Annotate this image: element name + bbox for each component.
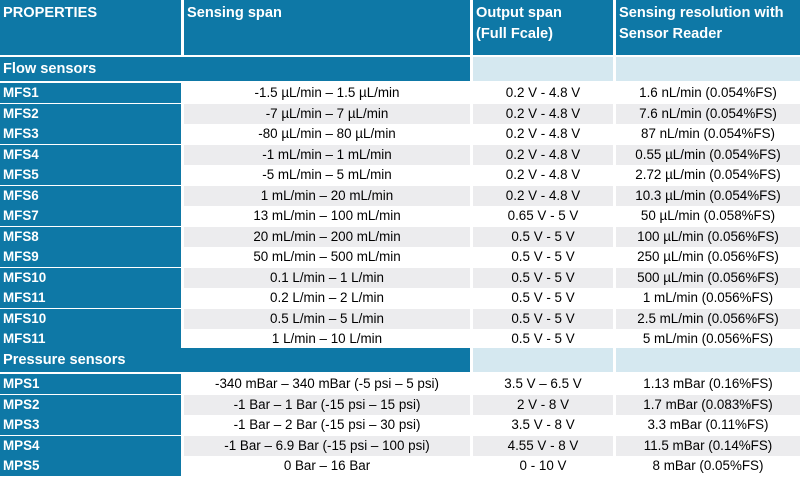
- table-row: [0, 268, 800, 288]
- sensing-span: 0 Bar – 16 Bar: [184, 456, 470, 476]
- table-row: [0, 288, 800, 308]
- table-row: [0, 206, 800, 226]
- sensing-span: 0.5 L/min – 5 L/min: [184, 309, 470, 329]
- table-header-row: [0, 0, 800, 55]
- sensing-span: 0.2 L/min – 2 L/min: [184, 288, 470, 308]
- sensing-resolution: 250 µL/min (0.056%FS): [616, 247, 800, 267]
- section-row-pressure: [0, 348, 800, 372]
- sensing-resolution: 3.3 mBar (0.11%FS): [616, 415, 800, 435]
- table-row: [0, 415, 800, 435]
- header-properties: PROPERTIES: [0, 0, 181, 55]
- sensing-resolution: 8 mBar (0.05%FS): [616, 456, 800, 476]
- sensing-span: 20 mL/min – 200 mL/min: [184, 227, 470, 247]
- sensing-span: -5 mL/min – 5 mL/min: [184, 165, 470, 185]
- output-span: 0.2 V - 4.8 V: [473, 145, 613, 165]
- output-span: 0.5 V - 5 V: [473, 309, 613, 329]
- output-span: 0.2 V - 4.8 V: [473, 165, 613, 185]
- sensor-name: MPS1: [0, 374, 181, 394]
- sensing-resolution: 1.13 mBar (0.16%FS): [616, 374, 800, 394]
- section-title-flow: Flow sensors: [0, 57, 470, 81]
- sensor-name: MFS1: [0, 83, 181, 103]
- sensing-resolution: 5 mL/min (0.056%FS): [616, 329, 800, 349]
- sensing-resolution: 11.5 mBar (0.14%FS): [616, 436, 800, 456]
- sensor-name: MFS4: [0, 145, 181, 165]
- table-row: [0, 124, 800, 144]
- header-output-span-line1: Output span: [476, 5, 562, 21]
- output-span: 3.5 V – 6.5 V: [473, 374, 613, 394]
- sensor-name: MPS5: [0, 456, 181, 476]
- output-span: 0.2 V - 4.8 V: [473, 83, 613, 103]
- table-row: [0, 165, 800, 185]
- sensing-resolution: 50 µL/min (0.058%FS): [616, 206, 800, 226]
- table-row: [0, 309, 800, 329]
- sensing-span: 50 mL/min – 500 mL/min: [184, 247, 470, 267]
- header-resolution-line2: Sensor Reader: [619, 26, 723, 42]
- sensing-resolution: 1.7 mBar (0.083%FS): [616, 395, 800, 415]
- sensing-span: -1 Bar – 2 Bar (-15 psi – 30 psi): [184, 415, 470, 435]
- output-span: 3.5 V - 8 V: [473, 415, 613, 435]
- section-row-flow: [0, 57, 800, 81]
- sensor-name: MFS11: [0, 288, 181, 308]
- output-span: 0.5 V - 5 V: [473, 268, 613, 288]
- sensing-span: -1 mL/min – 1 mL/min: [184, 145, 470, 165]
- output-span: 0 - 10 V: [473, 456, 613, 476]
- section-filler: [473, 348, 613, 372]
- output-span: 0.5 V - 5 V: [473, 288, 613, 308]
- sensing-resolution: 1 mL/min (0.056%FS): [616, 288, 800, 308]
- output-span: 4.55 V - 8 V: [473, 436, 613, 456]
- sensor-name: MPS4: [0, 436, 181, 456]
- sensor-name: MFS6: [0, 186, 181, 206]
- table-row: [0, 456, 800, 476]
- sensing-resolution: 1.6 nL/min (0.054%FS): [616, 83, 800, 103]
- sensing-span: -7 µL/min – 7 µL/min: [184, 104, 470, 124]
- output-span: 0.2 V - 4.8 V: [473, 104, 613, 124]
- sensor-name: MFS2: [0, 104, 181, 124]
- output-span: 0.5 V - 5 V: [473, 247, 613, 267]
- header-sensing-resolution: [616, 0, 800, 55]
- sensor-name: MFS3: [0, 124, 181, 144]
- sensing-resolution: 2.5 mL/min (0.056%FS): [616, 309, 800, 329]
- header-output-span-line2: (Full Fcale): [476, 26, 554, 42]
- output-span: 0.5 V - 5 V: [473, 329, 613, 349]
- table-row: [0, 329, 800, 349]
- table-row: [0, 145, 800, 165]
- sensing-span: -340 mBar – 340 mBar (-5 psi – 5 psi): [184, 374, 470, 394]
- sensing-span: 0.1 L/min – 1 L/min: [184, 268, 470, 288]
- output-span: 0.65 V - 5 V: [473, 206, 613, 226]
- table-row: [0, 395, 800, 415]
- header-resolution-line1: Sensing resolution with: [619, 5, 784, 21]
- sensing-span: -1.5 µL/min – 1.5 µL/min: [184, 83, 470, 103]
- output-span: 0.2 V - 4.8 V: [473, 124, 613, 144]
- table-row: [0, 436, 800, 456]
- sensor-name: MFS8: [0, 227, 181, 247]
- sensing-resolution: 500 µL/min (0.056%FS): [616, 268, 800, 288]
- sensing-span: -1 Bar – 6.9 Bar (-15 psi – 100 psi): [184, 436, 470, 456]
- sensing-span: -1 Bar – 1 Bar (-15 psi – 15 psi): [184, 395, 470, 415]
- sensing-span: 13 mL/min – 100 mL/min: [184, 206, 470, 226]
- table-row: [0, 247, 800, 267]
- sensor-name: MFS7: [0, 206, 181, 226]
- sensing-resolution: 7.6 nL/min (0.054%FS): [616, 104, 800, 124]
- section-filler: [616, 348, 800, 372]
- header-output-span: [473, 0, 613, 55]
- table-row: [0, 374, 800, 394]
- output-span: 0.2 V - 4.8 V: [473, 186, 613, 206]
- section-filler: [473, 57, 613, 81]
- sensing-span: 1 mL/min – 20 mL/min: [184, 186, 470, 206]
- header-sensing-span: Sensing span: [184, 0, 470, 55]
- table-row: [0, 186, 800, 206]
- sensor-name: MFS10: [0, 309, 181, 329]
- sensing-span: 1 L/min – 10 L/min: [184, 329, 470, 349]
- sensing-resolution: 10.3 µL/min (0.054%FS): [616, 186, 800, 206]
- table-row: [0, 227, 800, 247]
- sensor-name: MFS11: [0, 329, 181, 349]
- sensing-resolution: 2.72 µL/min (0.054%FS): [616, 165, 800, 185]
- sensor-name: MFS9: [0, 247, 181, 267]
- section-title-pressure: Pressure sensors: [0, 348, 470, 372]
- table-row: [0, 104, 800, 124]
- sensing-resolution: 0.55 µL/min (0.054%FS): [616, 145, 800, 165]
- sensor-name: MPS3: [0, 415, 181, 435]
- output-span: 2 V - 8 V: [473, 395, 613, 415]
- output-span: 0.5 V - 5 V: [473, 227, 613, 247]
- sensor-name: MPS2: [0, 395, 181, 415]
- sensing-span: -80 µL/min – 80 µL/min: [184, 124, 470, 144]
- sensor-name: MFS5: [0, 165, 181, 185]
- section-filler: [616, 57, 800, 81]
- sensing-resolution: 87 nL/min (0.054%FS): [616, 124, 800, 144]
- table-row: [0, 83, 800, 103]
- sensor-name: MFS10: [0, 268, 181, 288]
- sensing-resolution: 100 µL/min (0.056%FS): [616, 227, 800, 247]
